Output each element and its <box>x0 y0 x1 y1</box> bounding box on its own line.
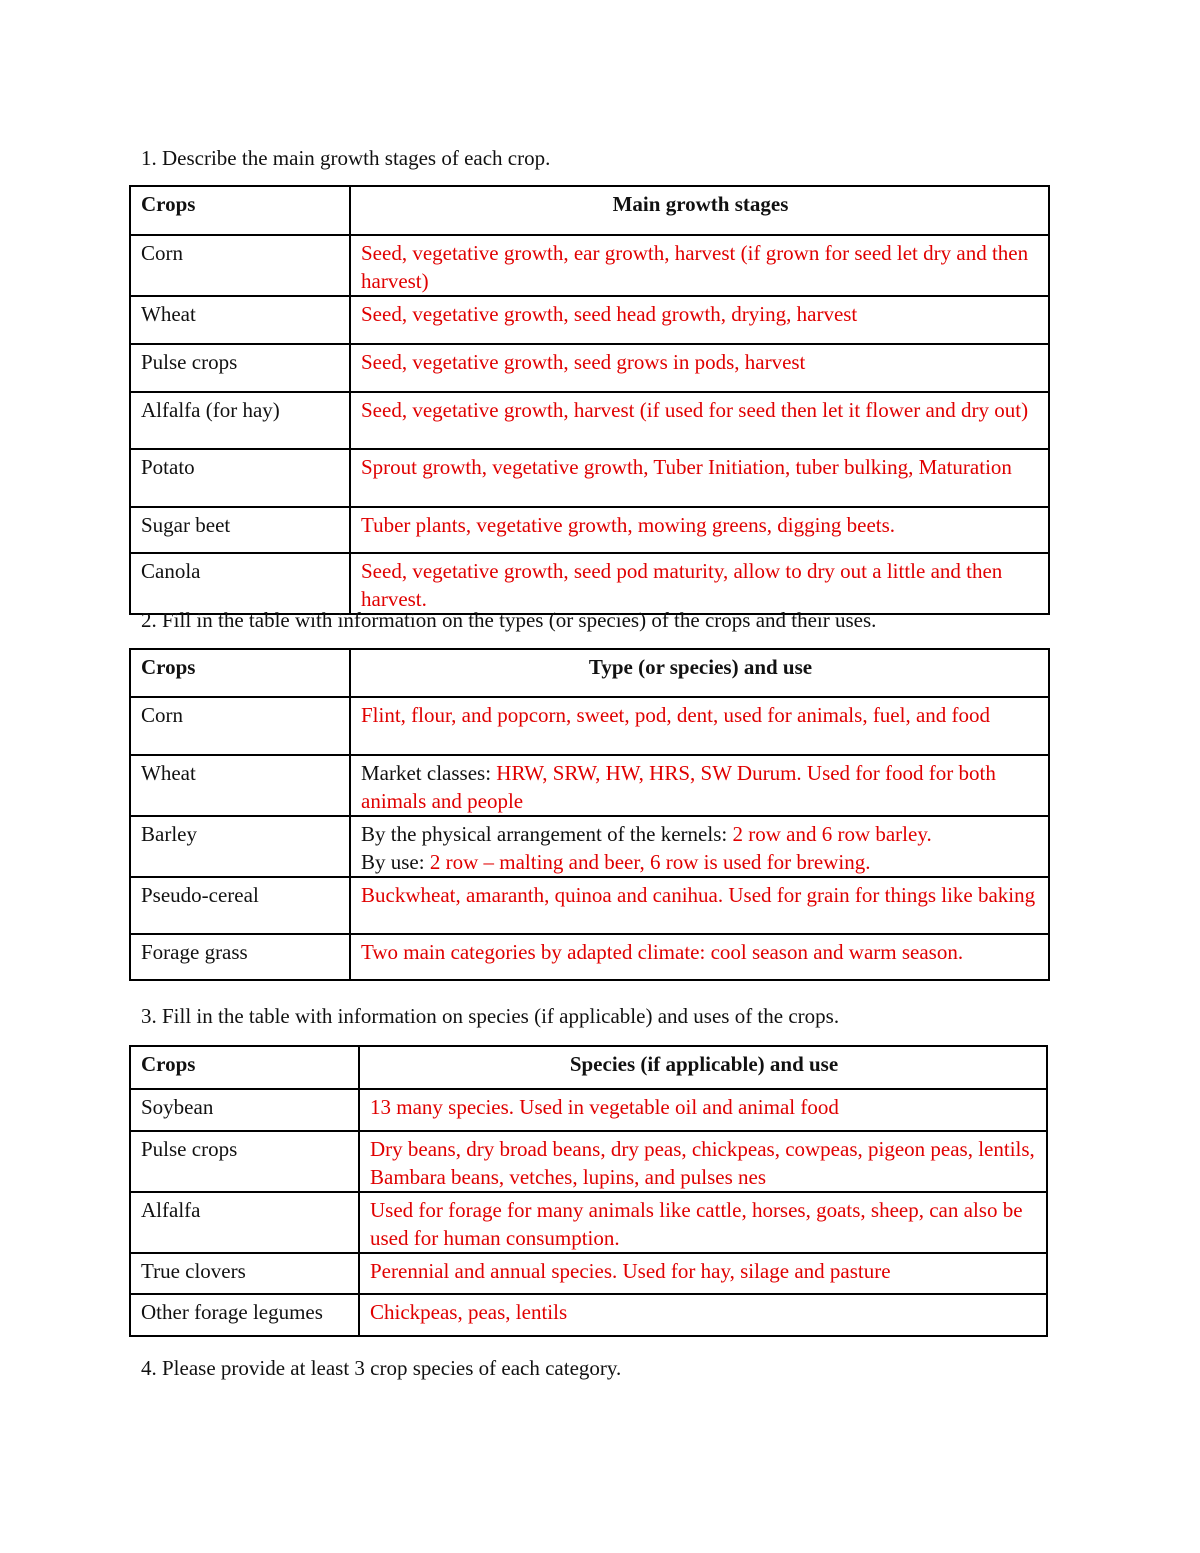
growth-stages-table <box>129 185 1050 615</box>
question-2: 2. Fill in the table with information on the types (or species) of the crops and their uses. <box>141 608 877 632</box>
table-row <box>130 392 1049 449</box>
table-row <box>130 697 1049 755</box>
crop-cell: Pulse crops <box>130 1131 359 1192</box>
answer-prefix: By the physical arrangement of the kernels: <box>361 822 733 846</box>
table-row <box>130 553 1049 614</box>
table-row <box>130 1192 1047 1253</box>
table-row <box>130 877 1049 934</box>
answer-cell: Chickpeas, peas, lentils <box>359 1294 1047 1336</box>
answer-cell: 13 many species. Used in vegetable oil and animal food <box>359 1089 1047 1131</box>
table-row <box>130 235 1049 296</box>
answer-cell: Sprout growth, vegetative growth, Tuber Initiation, tuber bulking, Maturation <box>350 449 1049 507</box>
answer-text: HRW, SRW, HW, HRS, SW Durum. Used for food for both animals and people <box>361 761 996 813</box>
species-uses-table <box>129 1045 1048 1337</box>
table-row <box>130 1089 1047 1131</box>
crop-cell: Corn <box>130 697 350 755</box>
answer-text: 2 row – malting and beer, 6 row is used for brewing. <box>429 850 871 874</box>
header-crops: Crops <box>130 1046 359 1089</box>
crop-cell: Barley <box>130 816 350 877</box>
answer-cell: Tuber plants, vegetative growth, mowing greens, digging beets. <box>350 507 1049 553</box>
crop-cell: Pseudo-cereal <box>130 877 350 934</box>
table-header-row <box>130 186 1049 235</box>
header-crops: Crops <box>130 186 350 235</box>
crop-cell: Canola <box>130 553 350 614</box>
crop-cell: Pulse crops <box>130 344 350 392</box>
crop-cell: Wheat <box>130 296 350 344</box>
answer-text: 2 row and 6 row barley. <box>732 822 932 846</box>
answer-prefix: Market classes: <box>361 761 497 785</box>
crop-cell: Forage grass <box>130 934 350 980</box>
answer-cell: Dry beans, dry broad beans, dry peas, chickpeas, cowpeas, pigeon peas, lentils, Bambara beans, vetches, lupins, and pulses nes <box>359 1131 1047 1192</box>
header-type-and-use: Type (or species) and use <box>350 649 1049 697</box>
question-1: 1. Describe the main growth stages of each crop. <box>141 146 551 170</box>
question-3: 3. Fill in the table with information on species (if applicable) and uses of the crops. <box>141 1004 840 1028</box>
answer-cell <box>350 816 1049 877</box>
answer-cell: Used for forage for many animals like cattle, horses, goats, sheep, can also be used for human consumption. <box>359 1192 1047 1253</box>
table-row <box>130 755 1049 816</box>
crop-cell: True clovers <box>130 1253 359 1294</box>
answer-cell <box>350 755 1049 816</box>
crop-cell: Potato <box>130 449 350 507</box>
crop-cell: Other forage legumes <box>130 1294 359 1336</box>
table-row <box>130 934 1049 980</box>
header-species-and-use: Species (if applicable) and use <box>359 1046 1047 1089</box>
crop-cell: Soybean <box>130 1089 359 1131</box>
table-header-row <box>130 649 1049 697</box>
header-crops: Crops <box>130 649 350 697</box>
answer-cell: Buckwheat, amaranth, quinoa and canihua. Used for grain for things like baking <box>350 877 1049 934</box>
crop-cell: Wheat <box>130 755 350 816</box>
header-main-growth-stages: Main growth stages <box>350 186 1049 235</box>
answer-cell: Two main categories by adapted climate: cool season and warm season. <box>350 934 1049 980</box>
answer-cell: Seed, vegetative growth, ear growth, harvest (if grown for seed let dry and then harvest) <box>350 235 1049 296</box>
answer-cell: Seed, vegetative growth, seed head growth, drying, harvest <box>350 296 1049 344</box>
answer-cell: Seed, vegetative growth, harvest (if used for seed then let it flower and dry out) <box>350 392 1049 449</box>
answer-prefix: By use: <box>361 850 430 874</box>
crop-types-table <box>129 648 1050 981</box>
table-row <box>130 1294 1047 1336</box>
crop-cell: Alfalfa (for hay) <box>130 392 350 449</box>
table-row <box>130 1253 1047 1294</box>
answer-cell: Seed, vegetative growth, seed grows in pods, harvest <box>350 344 1049 392</box>
crop-cell: Corn <box>130 235 350 296</box>
table-header-row <box>130 1046 1047 1089</box>
table-row <box>130 449 1049 507</box>
answer-cell: Flint, flour, and popcorn, sweet, pod, dent, used for animals, fuel, and food <box>350 697 1049 755</box>
table-row <box>130 344 1049 392</box>
crop-cell: Alfalfa <box>130 1192 359 1253</box>
table-row <box>130 816 1049 877</box>
crop-cell: Sugar beet <box>130 507 350 553</box>
table-row <box>130 296 1049 344</box>
answer-cell: Perennial and annual species. Used for hay, silage and pasture <box>359 1253 1047 1294</box>
answer-cell: Seed, vegetative growth, seed pod maturity, allow to dry out a little and then harvest. <box>350 553 1049 614</box>
question-4: 4. Please provide at least 3 crop species of each category. <box>141 1356 622 1380</box>
table-row <box>130 507 1049 553</box>
table-row <box>130 1131 1047 1192</box>
